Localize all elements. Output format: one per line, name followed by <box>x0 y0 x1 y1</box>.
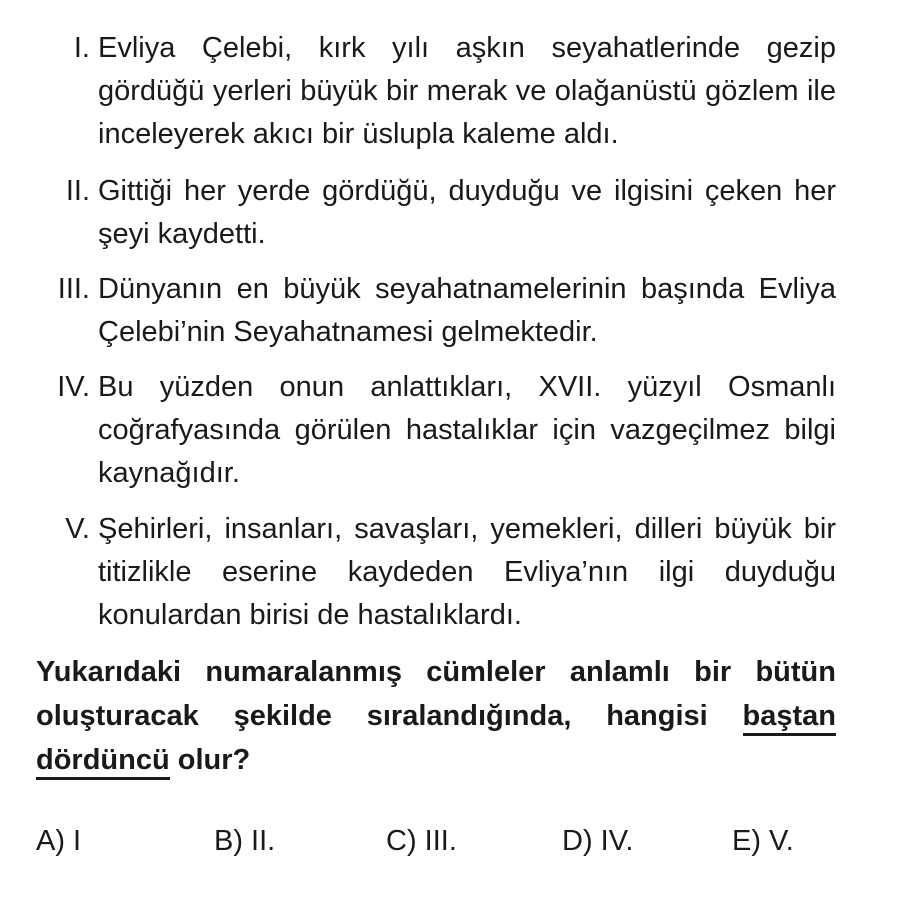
statement-5 <box>36 508 836 638</box>
choice-c[interactable]: C) III. <box>386 825 457 857</box>
choice-b[interactable]: B) II. <box>214 825 276 857</box>
question-stem <box>36 650 836 782</box>
statement-text: Şehirleri, insanları, savaşları, yemekleri, dilleri büyük bir titizlikle eserine kaydeden Evliya’nın ilgi duyduğu konulardan birisi de hastalıklardı. <box>98 513 836 631</box>
statement-number: I. <box>73 32 90 64</box>
question-text: Yukarıdaki numaralanmış cümleler anlamlı bir bütün oluşturacak şekilde sıralandığında, hangisi <box>36 656 836 732</box>
statement-text: Bu yüzden onun anlattıkları, XVII. yüzyıl Osmanlı coğrafyasında görülen hastalıklar için vazgeçilmez bilgi kaynağıdır. <box>98 371 836 489</box>
choice-e[interactable]: E) V. <box>732 825 794 857</box>
statement-2 <box>36 170 836 256</box>
statement-text: Evliya Çelebi, kırk yılı aşkın seyahatlerinde gezip gördüğü yerleri büyük bir merak ve olağanüstü gözlem ile inceleyerek akıcı bir üslupla kaleme aldı. <box>98 32 836 150</box>
choice-d[interactable]: D) IV. <box>562 825 634 857</box>
statement-number: III. <box>57 273 90 305</box>
statement-number: IV. <box>57 371 90 403</box>
statement-1 <box>36 27 836 157</box>
statement-3 <box>36 268 836 354</box>
statement-text: Gittiği her yerde gördüğü, duyduğu ve ilgisini çeken her şeyi kaydetti. <box>98 175 836 250</box>
statement-4 <box>36 366 836 496</box>
answer-choices <box>36 825 856 869</box>
question-end: olur? <box>169 744 251 776</box>
statement-text: Dünyanın en büyük seyahatnamelerinin başında Evliya Çelebi’nin Seyahatnamesi gelmektedir. <box>98 273 836 348</box>
question-emphasis: baştan dördüncü <box>36 700 836 780</box>
statement-number: II. <box>65 175 90 207</box>
choice-a[interactable]: A) I <box>36 825 82 857</box>
statement-number: V. <box>65 513 90 545</box>
